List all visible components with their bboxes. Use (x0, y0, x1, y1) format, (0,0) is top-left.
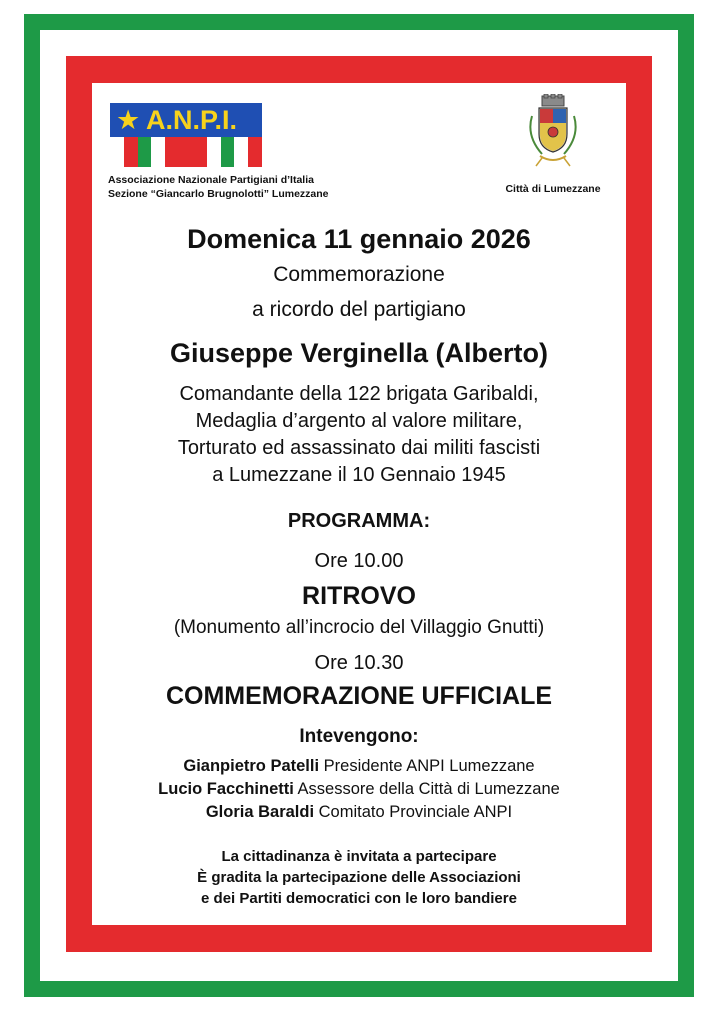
speaker-name: Gloria Baraldi (205, 803, 315, 821)
anpi-name: Associazione Nazionale Partigiani d’Italia (108, 174, 314, 186)
description-line: a Lumezzane il 10 Gennaio 1945 (212, 464, 506, 486)
partisan-description (92, 381, 626, 489)
event-subtitle-2: a ricordo del partigiano (252, 298, 466, 321)
anpi-caption (108, 173, 329, 201)
anpi-flag-stripes (110, 137, 262, 167)
event-date: Domenica 11 gennaio 2026 (187, 224, 531, 254)
anpi-logo-text: A.N.P.I. (146, 105, 238, 135)
description-line: Torturato ed assassinato dai militi fascisti (177, 437, 541, 459)
speaker-row (92, 801, 626, 824)
closing-line: La cittadinanza è invitata a partecipare (221, 848, 497, 865)
speaker-row (92, 778, 626, 801)
speaker-name: Gianpietro Patelli (183, 757, 320, 775)
speaker-row (92, 755, 626, 778)
event-subtitle: Commemorazione (273, 263, 445, 286)
closing-invitation (92, 846, 626, 909)
description-line: Comandante della 122 brigata Garibaldi, (179, 383, 539, 405)
speakers-heading: Intevengono: (299, 726, 419, 747)
time-meeting: Ore 10.00 (314, 550, 404, 572)
event-commemoration: COMMEMORAZIONE UFFICIALE (165, 682, 553, 710)
anpi-logo-banner (110, 103, 262, 137)
meeting-location: (Monumento all’incrocio del Villaggio Gnutti) (173, 617, 545, 638)
anpi-logo (110, 103, 262, 167)
speaker-role: Presidente ANPI Lumezzane (323, 757, 535, 775)
closing-line: È gradita la partecipazione delle Associazioni (197, 869, 521, 886)
speakers-list (92, 755, 626, 824)
description-line: Medaglia d’argento al valore militare, (195, 410, 523, 432)
star-icon: ★ (116, 105, 141, 135)
speaker-role: Assessore della Città di Lumezzane (297, 780, 560, 798)
event-meeting: RITROVO (302, 582, 416, 610)
city-crest-icon (522, 94, 584, 174)
program-heading: PROGRAMMA: (287, 510, 431, 532)
speaker-name: Lucio Facchinetti (158, 780, 294, 798)
partisan-name: Giuseppe Verginella (Alberto) (169, 338, 549, 368)
speaker-role: Comitato Provinciale ANPI (318, 803, 513, 821)
anpi-section: Sezione “Giancarlo Brugnolotti” Lumezzane (108, 188, 329, 200)
crest-label: Città di Lumezzane (505, 183, 601, 195)
time-commemoration: Ore 10.30 (314, 652, 404, 674)
closing-line: e dei Partiti democratici con le loro bandiere (201, 890, 517, 907)
